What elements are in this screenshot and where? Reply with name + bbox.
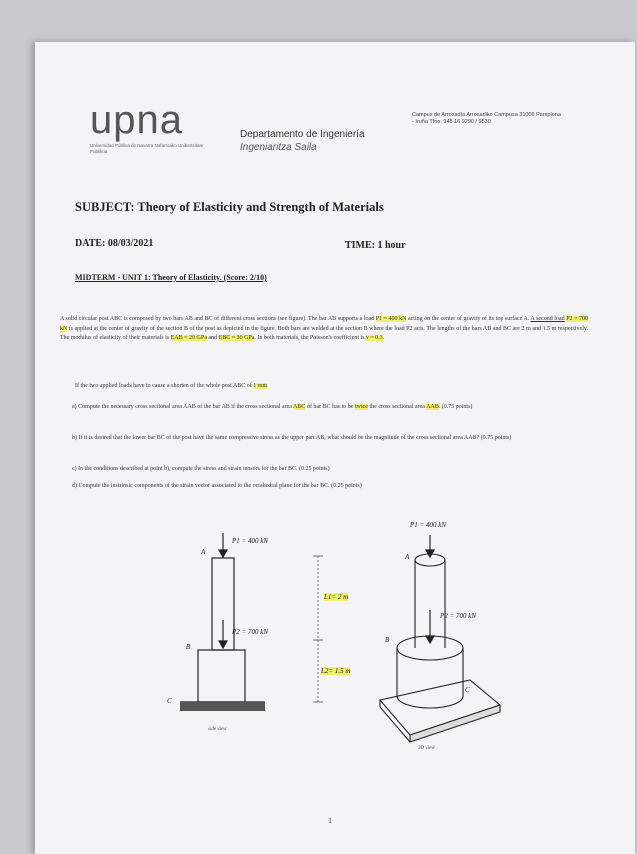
3d-view-drawing — [380, 554, 500, 742]
highlight-1mm: 1 mm — [253, 383, 268, 389]
highlight-twice: twice — [354, 404, 368, 410]
3d-point-a-label: A — [405, 553, 410, 561]
3d-point-b-label: B — [385, 636, 390, 644]
point-c-label: C — [167, 697, 172, 705]
upna-logo: upna — [90, 98, 183, 142]
ground-hatch — [180, 702, 265, 711]
point-a-label: A — [201, 548, 206, 556]
text: . (0.75 points) — [438, 404, 473, 410]
load-arrows-side — [219, 533, 227, 648]
side-view-caption: side view — [208, 727, 227, 732]
text: acting on the center of gravity of its top surface A. — [406, 316, 531, 322]
dimension-lines — [313, 556, 323, 702]
text: If the two applied loads have to cause a shorten of the whole post ABC of — [75, 383, 254, 389]
side-view-p1-label: P1 = 400 kN — [232, 537, 269, 545]
highlight-ebc: EBC = 30 GPa — [218, 335, 255, 341]
department-line-2: Ingeniaritza Saila — [240, 142, 317, 153]
length-l2-label: L2= 1.5 m — [321, 667, 351, 675]
text: A solid circular post ABC is composed by two bars AB and BC of different cross sections (see figure). The bar AB supports a load — [60, 316, 376, 322]
text: . — [382, 335, 385, 341]
exam-time: TIME: 1 hour — [345, 240, 406, 251]
department-address: Campus de Arrosadía Arrosadiko Campusa 31006 Pamplona - Iruña Tfno. 948 16 9290 / 9530 — [412, 112, 561, 125]
3d-view-caption: 3D view — [418, 746, 435, 751]
question-b: b) If it is desired that the lower bar BC of the post have the same compressive stress as the upper part AB, what should be the magnitude of the cross sectional area AAB? (0.75 points) — [72, 435, 512, 441]
text: is applied at the center of gravity of the section B of the post as depicted in the figure. Both bars are welded at the section B where the load P2 acts. The lengths of the bars AB and BC are 2 m and 1.5 m respectively. The modulus of elasticity of their materials is — [60, 325, 588, 341]
bar-bc — [198, 650, 245, 702]
length-l1-label: L1= 2 m — [324, 593, 349, 601]
3d-view-p2-label: P2 = 700 kN — [440, 612, 477, 620]
side-view-p2-label: P2 = 700 kN — [232, 628, 269, 636]
load-arrows-3d — [426, 535, 434, 643]
point-b-label: B — [186, 643, 191, 651]
question-d: d) Compute the instrinsic components of the strain vector associated to the octahedral plane for the bar BC. (0.25 points) — [72, 483, 362, 489]
subject-title: SUBJECT: Theory of Elasticity and Strength of Materials — [75, 200, 384, 214]
text: A second load — [530, 316, 565, 322]
text: a) Compute the necessary cross sectional area AAB of the bar AB if the cross sectional area — [72, 404, 294, 410]
text: the cross sectional area — [367, 404, 427, 410]
3d-view-p1-label: P1 = 400 kN — [410, 521, 447, 529]
text: . In both materials, the Poisson's coefficient is — [254, 335, 367, 341]
text: and — [206, 335, 219, 341]
highlight-p1: P1 = 400 kN — [375, 316, 407, 322]
highlight-eab: EAB = 20 GPa — [170, 335, 207, 341]
department-line-1: Departamento de Ingeniería — [240, 129, 365, 140]
page-number: 1 — [328, 816, 332, 825]
3d-point-c-label: C — [465, 686, 470, 694]
highlight-aab: AAB — [426, 404, 439, 410]
university-name: Universidad Pública de Navarra Nafarroako Unibertsitate Publikoa — [90, 143, 204, 154]
text: of bar BC has to be — [305, 404, 355, 410]
question-c: c) In the conditions described at point b), compute the stress and strain tensors for the bar BC. (0.25 points) — [72, 466, 330, 472]
exam-date: DATE: 08/03/2021 — [75, 238, 154, 249]
midterm-heading: MIDTERM - UNIT 1: Theory of Elasticity. (Score: 2/10) — [75, 273, 267, 282]
highlight-p2: P2 = 700 kN — [60, 316, 589, 332]
highlight-abc: ABC — [293, 404, 306, 410]
highlight-poisson: ν = 0.3 — [366, 335, 383, 341]
